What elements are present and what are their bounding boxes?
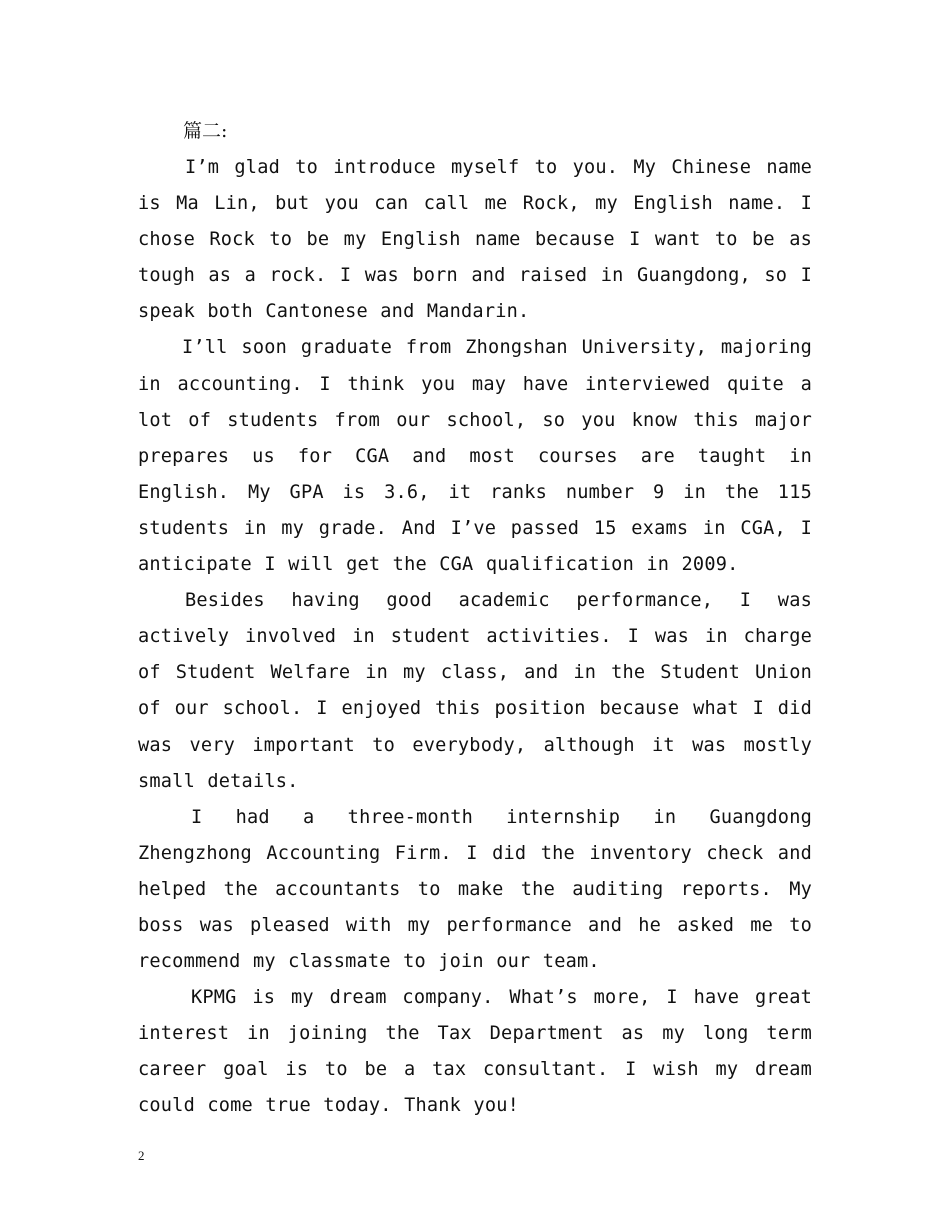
section-heading: 篇二:: [183, 120, 228, 142]
paragraph-introduction: I’m glad to introduce myself to you. My Chinese name is Ma Lin, but you can call me Rock, my English name. I chose Rock to be my English name because I want to be as tough as a rock. I was born and raised in Guangdong, so I speak both Cantonese and Mandarin.: [138, 157, 812, 323]
paragraph-education: I’ll soon graduate from Zhongshan University, majoring in accounting. I think you may have interviewed quite a lot of students from our school, so you know this major prepares us for CGA and most courses are taught in English. My GPA is 3.6, it ranks number 9 in the 115 students in my grade. And I’ve passed 15 exams in CGA, I anticipate I will get the CGA qualification in 2009.: [138, 337, 812, 576]
paragraph-internship: I had a three-month internship in Guangdong Zhengzhong Accounting Firm. I did the inventory check and helped the accountants to make the auditing reports. My boss was pleased with my performance and he asked me to recommend my classmate to join our team.: [138, 806, 812, 973]
page-number: 2: [138, 1148, 145, 1163]
paragraph-activities: Besides having good academic performance, I was actively involved in student activities. I was in charge of Student Welfare in my class, and in the Student Union of our school. I enjoyed this position because what I did was very important to everybody, although it was mostly small details.: [138, 590, 812, 792]
paragraph-career-goal: KPMG is my dream company. What’s more, I have great interest in joining the Tax Department as my long term career goal is to be a tax consultant. I wish my dream could come true today. Thank you!: [138, 987, 812, 1117]
document-body: [138, 150, 812, 1125]
